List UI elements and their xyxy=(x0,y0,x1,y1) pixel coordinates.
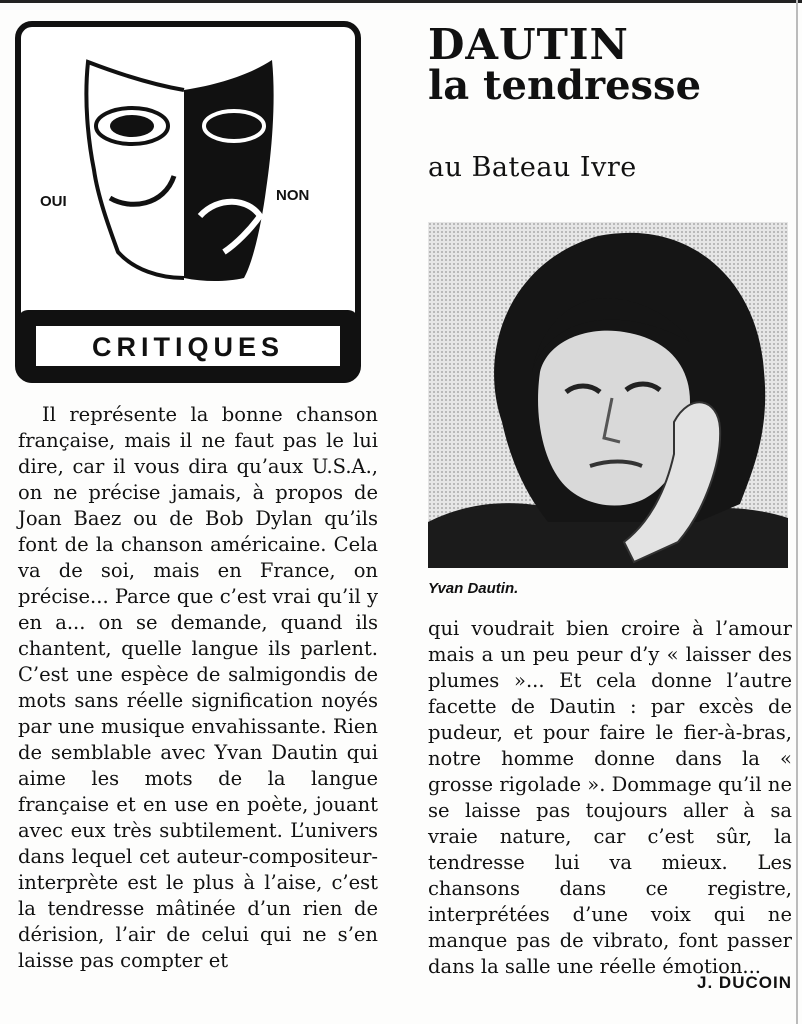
logo-right-word: NON xyxy=(276,187,310,204)
logo-left-word: OUI xyxy=(40,193,67,210)
logo-banner-text: CRITIQUES xyxy=(91,332,285,362)
article-left-column xyxy=(18,402,378,974)
article-right-column xyxy=(428,616,792,980)
column-edge-rule xyxy=(796,0,798,1024)
headline xyxy=(428,20,702,109)
subheadline: au Bateau Ivre xyxy=(428,152,637,183)
article-left-text: Il représente la bonne chanson française, mais il ne faut pas le lui dire, car il vous dira qu’aux U.S.A., on ne précise jamais, à propos de Joan Baez ou de Bob Dylan qu’ils font de la chanson américaine. Cela va de soi, mais en France, on précise... Parce que c’est vrai qu’il y en a... on se demande, quand ils chantent, quelle langue ils parlent. C’est une espèce de salmigondis de mots sans réelle signification noyés par une musique envahissante. Rien de semblable avec Yvan Dautin qui aime les mots de la langue française et en use en poète, jouant avec eux très subtilement. L’univers dans lequel cet auteur-compositeur-interprète est le plus à l’aise, c’est la tendresse mâtinée d’un rien de dérision, l’air de celui qui ne s’en laisse pas compter et xyxy=(18,403,378,972)
article-right-text: qui voudrait bien croire à l’amour mais a un peu peur d’y « laisser des plumes »... Et cela donne l’autre facette de Dautin : par excès de pudeur, et pour faire le fier-à-bras, notre homme donne dans la « grosse rigolade ». Dommage qu’il ne se laisse pas toujours aller à sa vraie nature, car c’est sûr, la tendresse lui va mieux. Les chansons dans ce registre, interprétées d’une voix qui ne manque pas de vibrato, font passer dans la salle une réelle émotion... xyxy=(428,617,792,978)
photo-caption: Yvan Dautin. xyxy=(428,580,519,597)
headline-line-1: DAUTIN xyxy=(428,20,629,69)
critiques-logo xyxy=(14,20,362,384)
top-rule xyxy=(0,0,802,3)
headline-line-2: la tendresse xyxy=(428,62,702,109)
author-signature: J. DUCOIN xyxy=(697,973,792,992)
portrait-photo xyxy=(428,222,788,568)
